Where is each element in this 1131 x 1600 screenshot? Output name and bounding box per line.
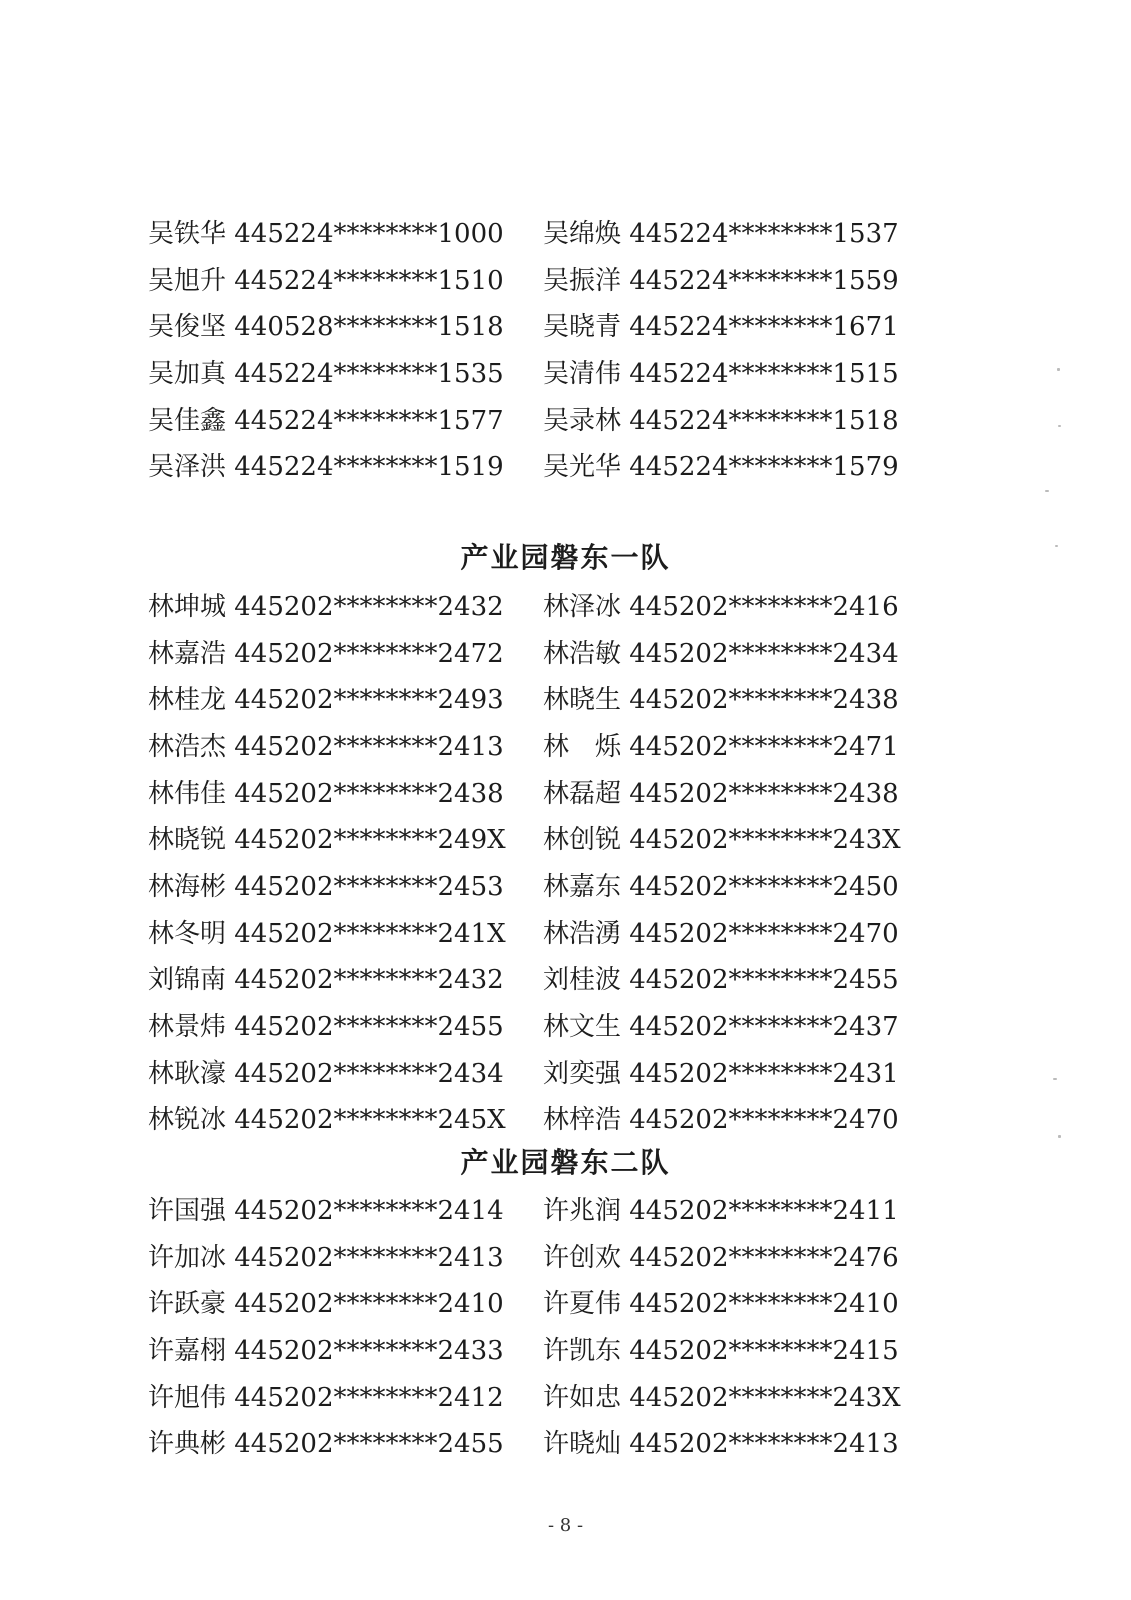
roster-entry: 林海彬 445202********2453 [148, 871, 504, 902]
roster-entry: 林冬明 445202********241X [148, 918, 506, 949]
roster-entry: 许如忠 445202********243X [543, 1382, 901, 1413]
roster-entry: 吴俊坚 440528********1518 [148, 312, 504, 343]
roster-entry: 林锐冰 445202********245X [148, 1105, 506, 1136]
roster-row [148, 255, 948, 302]
roster-row [148, 1095, 948, 1142]
roster-row [148, 1185, 948, 1232]
roster-entry: 吴旭升 445224********1510 [148, 265, 504, 296]
roster-row [148, 301, 948, 348]
roster-row [148, 814, 948, 861]
roster-row [148, 208, 948, 255]
roster-row [148, 908, 948, 955]
roster-entry: 刘锦南 445202********2432 [148, 965, 504, 996]
roster-entry: 许凯东 445202********2415 [543, 1335, 899, 1366]
roster-entry: 许嘉栩 445202********2433 [148, 1335, 504, 1366]
roster-entry: 林磊超 445202********2438 [543, 778, 899, 809]
roster-entry: 吴佳鑫 445224********1577 [148, 405, 504, 436]
roster-row [148, 955, 948, 1002]
roster-entry: 吴清伟 445224********1515 [543, 358, 899, 389]
roster-row [148, 768, 948, 815]
roster-block-team-1 [148, 581, 948, 1141]
roster-block-team-2 [148, 1185, 948, 1465]
roster-entry: 许典彬 445202********2455 [148, 1429, 504, 1460]
scan-speck [1055, 545, 1058, 547]
roster-entry: 吴晓青 445224********1671 [543, 312, 899, 343]
roster-entry: 刘桂波 445202********2455 [543, 965, 899, 996]
scan-speck [1058, 1135, 1061, 1138]
section-heading-team-2: 产业园磐东二队 [460, 1146, 671, 1179]
roster-entry: 林浩杰 445202********2413 [148, 731, 504, 762]
roster-row [148, 1048, 948, 1095]
roster-row [148, 581, 948, 628]
roster-entry: 林泽冰 445202********2416 [543, 591, 899, 622]
roster-entry: 林晓锐 445202********249X [148, 825, 506, 856]
roster-row [148, 1325, 948, 1372]
roster-entry: 林晓生 445202********2438 [543, 685, 899, 716]
scan-speck [1057, 368, 1060, 371]
roster-entry: 许创欢 445202********2476 [543, 1242, 899, 1273]
roster-entry: 许国强 445202********2414 [148, 1195, 504, 1226]
roster-row [148, 1001, 948, 1048]
roster-entry: 许晓灿 445202********2413 [543, 1429, 899, 1460]
roster-row [148, 628, 948, 675]
roster-row [148, 721, 948, 768]
roster-entry: 林浩湧 445202********2470 [543, 918, 899, 949]
roster-row [148, 1418, 948, 1465]
scan-speck [1045, 490, 1049, 492]
roster-entry: 许夏伟 445202********2410 [543, 1289, 899, 1320]
roster-row [148, 441, 948, 488]
roster-entry: 吴绵焕 445224********1537 [543, 218, 899, 249]
roster-row [148, 861, 948, 908]
scan-speck [1053, 1078, 1057, 1080]
roster-entry: 刘奕强 445202********2431 [543, 1058, 899, 1089]
roster-entry: 许加冰 445202********2413 [148, 1242, 504, 1273]
section-heading-team-1: 产业园磐东一队 [460, 541, 671, 574]
roster-entry: 林嘉东 445202********2450 [543, 871, 899, 902]
roster-entry: 林 烁 445202********2471 [543, 731, 899, 762]
roster-entry: 林伟佳 445202********2438 [148, 778, 504, 809]
roster-entry: 林坤城 445202********2432 [148, 591, 504, 622]
roster-entry: 林创锐 445202********243X [543, 825, 901, 856]
roster-entry: 林文生 445202********2437 [543, 1012, 899, 1043]
roster-entry: 许兆润 445202********2411 [543, 1195, 899, 1226]
roster-entry: 林嘉浩 445202********2472 [148, 638, 504, 669]
page-number: - 8 - [547, 1515, 584, 1536]
roster-row [148, 348, 948, 395]
scan-speck [1058, 425, 1061, 427]
roster-entry: 林耿濠 445202********2434 [148, 1058, 504, 1089]
roster-block-wu [148, 208, 948, 488]
roster-entry: 吴加真 445224********1535 [148, 358, 504, 389]
roster-entry: 许旭伟 445202********2412 [148, 1382, 504, 1413]
roster-row [148, 674, 948, 721]
roster-row [148, 1372, 948, 1419]
roster-row [148, 395, 948, 442]
roster-row [148, 1232, 948, 1279]
roster-entry: 林景炜 445202********2455 [148, 1012, 504, 1043]
roster-entry: 林梓浩 445202********2470 [543, 1105, 899, 1136]
roster-entry: 许跃豪 445202********2410 [148, 1289, 504, 1320]
roster-row [148, 1278, 948, 1325]
roster-entry: 林桂龙 445202********2493 [148, 685, 504, 716]
roster-entry: 吴光华 445224********1579 [543, 452, 899, 483]
roster-entry: 吴录林 445224********1518 [543, 405, 899, 436]
roster-entry: 林浩敏 445202********2434 [543, 638, 899, 669]
roster-entry: 吴铁华 445224********1000 [148, 218, 504, 249]
roster-entry: 吴泽洪 445224********1519 [148, 452, 504, 483]
roster-entry: 吴振洋 445224********1559 [543, 265, 899, 296]
